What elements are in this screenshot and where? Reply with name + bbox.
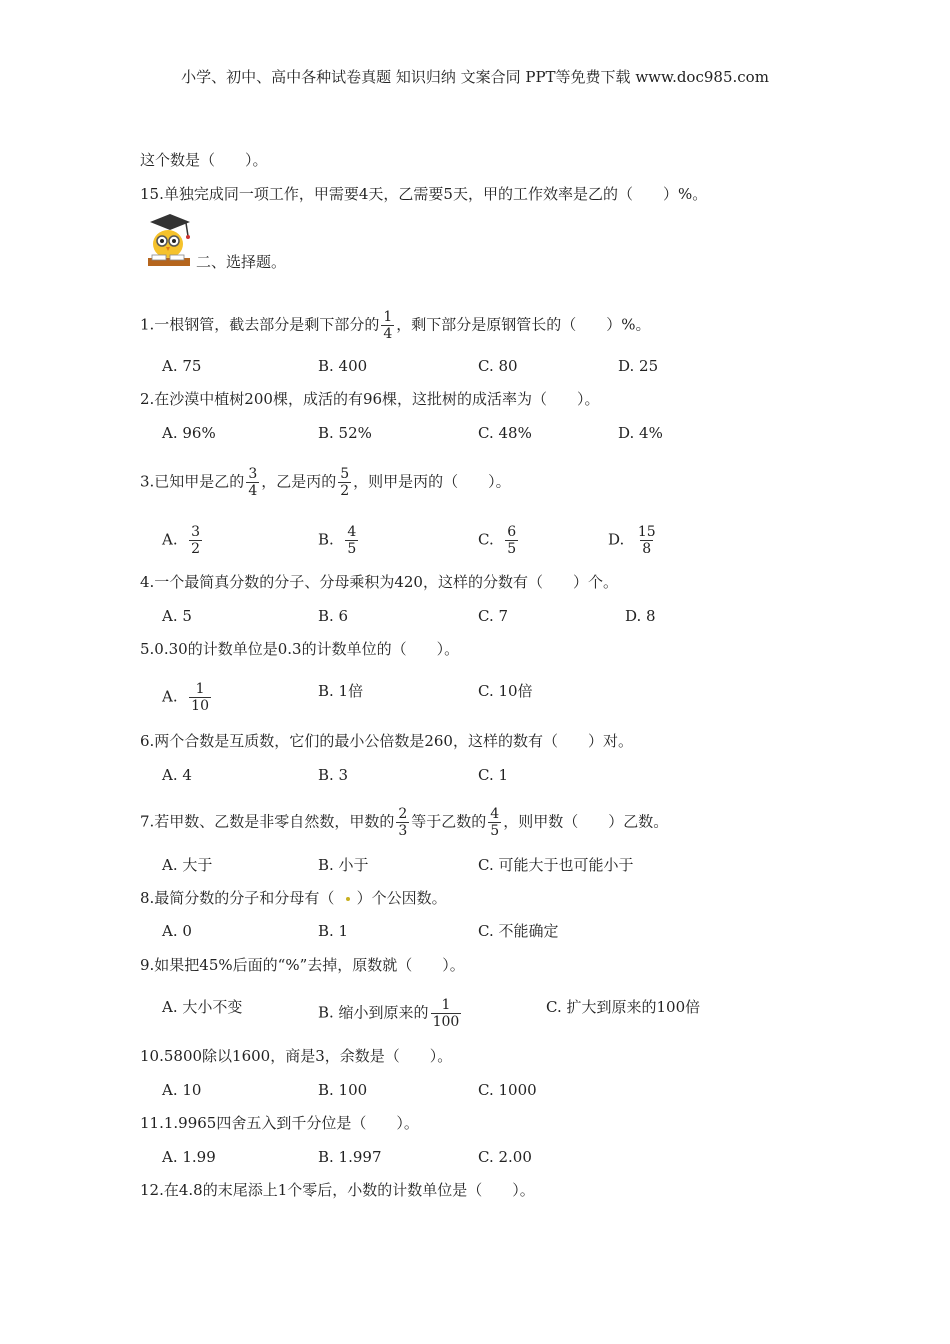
q2-text: 2.在沙漠中植树200棵，成活的有96棵，这批树的成活率为（ ）。	[140, 390, 600, 408]
q5-option-c: C. 10倍	[478, 682, 533, 700]
q5-text: 5.0.30的计数单位是0.3的计数单位的（ ）。	[140, 640, 460, 658]
fraction: $\frac{3}{4}$	[248, 466, 258, 499]
q7-option-c: C. 可能大于也可能小于	[478, 856, 634, 874]
q7-text: 7.若甲数、乙数是非零自然数，甲数的 $\frac{2}{3}$ 等于乙数的 $\frac{4}{5}$ ，则甲数（ ）乙数。	[140, 806, 669, 839]
q1-option-c: C. 80	[478, 357, 518, 375]
q10-option-c: C. 1000	[478, 1081, 537, 1099]
owl-scholar-icon	[140, 212, 196, 270]
fraction: $\frac{2}{3}$	[398, 806, 408, 839]
q8-option-a: A. 0	[162, 922, 192, 940]
q11-option-c: C. 2.00	[478, 1148, 532, 1166]
q7-option-b: B. 小于	[318, 856, 369, 874]
q5-option-b: B. 1倍	[318, 682, 364, 700]
q8-option-c: C. 不能确定	[478, 922, 559, 940]
q8-text: 8.最简分数的分子和分母有（ ）个公因数。	[140, 889, 447, 907]
section-title: 二、选择题。	[196, 253, 287, 271]
q9-option-c: C. 扩大到原来的100倍	[546, 998, 701, 1016]
q2-option-d: D. 4%	[618, 424, 663, 442]
q10-option-b: B. 100	[318, 1081, 368, 1099]
q5-option-a: A. $\frac{1}{10}$	[162, 681, 209, 714]
q3-text: 3.已知甲是乙的 $\frac{3}{4}$ ，乙是丙的 $\frac{5}{2}$ ，则甲是丙的（ ）。	[140, 466, 511, 499]
q3-option-d: D. $\frac{15}{8}$	[608, 524, 656, 557]
fraction: $\frac{5}{2}$	[340, 466, 350, 499]
q4-option-a: A. 5	[162, 607, 192, 625]
q2-option-c: C. 48%	[478, 424, 532, 442]
q11-option-b: B. 1.997	[318, 1148, 382, 1166]
q9-text: 9.如果把45%后面的“%”去掉，原数就（ ）。	[140, 956, 465, 974]
q6-option-a: A. 4	[162, 766, 192, 784]
q10-option-a: A. 10	[162, 1081, 202, 1099]
q12-text: 12.在4.8的末尾添上1个零后，小数的计数单位是（ ）。	[140, 1181, 535, 1199]
q1-option-d: D. 25	[618, 357, 659, 375]
q6-option-c: C. 1	[478, 766, 509, 784]
q7-option-a: A. 大于	[162, 856, 213, 874]
q1-option-a: A. 75	[162, 357, 202, 375]
q14-tail: 这个数是（ ）。	[140, 151, 268, 169]
q11-text: 11.1.9965四舍五入到千分位是（ ）。	[140, 1114, 419, 1132]
page-header: 小学、初中、高中各种试卷真题 知识归纳 文案合同 PPT等免费下载 www.doc985.com	[181, 68, 769, 86]
fraction: $\frac{4}{5}$	[490, 806, 500, 839]
q9-option-b: B. 缩小到原来的 $\frac{1}{100}$	[318, 997, 460, 1030]
q6-option-b: B. 3	[318, 766, 349, 784]
q9-option-a: A. 大小不变	[162, 998, 243, 1016]
q2-option-a: A. 96%	[162, 424, 216, 442]
q3-option-c: C. $\frac{6}{5}$	[478, 524, 517, 557]
q4-option-c: C. 7	[478, 607, 509, 625]
q10-text: 10.5800除以1600，商是3，余数是（ ）。	[140, 1047, 453, 1065]
q1-option-b: B. 400	[318, 357, 368, 375]
q15-text: 15.单独完成同一项工作，甲需要4天，乙需要5天，甲的工作效率是乙的（ ）%。	[140, 185, 708, 203]
q11-option-a: A. 1.99	[162, 1148, 216, 1166]
q4-text: 4.一个最简真分数的分子、分母乘积为420，这样的分数有（ ）个。	[140, 573, 618, 591]
q2-option-b: B. 52%	[318, 424, 372, 442]
q6-text: 6.两个合数是互质数，它们的最小公倍数是260，这样的数有（ ）对。	[140, 732, 633, 750]
q1-text: 1.一根钢管，截去部分是剩下部分的 $\frac{1}{4}$ ，剩下部分是原钢管长的（ ）%。	[140, 309, 651, 342]
q4-option-b: B. 6	[318, 607, 349, 625]
q4-option-d: D. 8	[625, 607, 656, 625]
q3-option-a: A. $\frac{3}{2}$	[162, 524, 201, 557]
q8-option-b: B. 1	[318, 922, 349, 940]
q3-option-b: B. $\frac{4}{5}$	[318, 524, 357, 557]
fraction: $\frac{1}{4}$	[383, 309, 393, 342]
dot-mark-icon	[346, 897, 350, 901]
